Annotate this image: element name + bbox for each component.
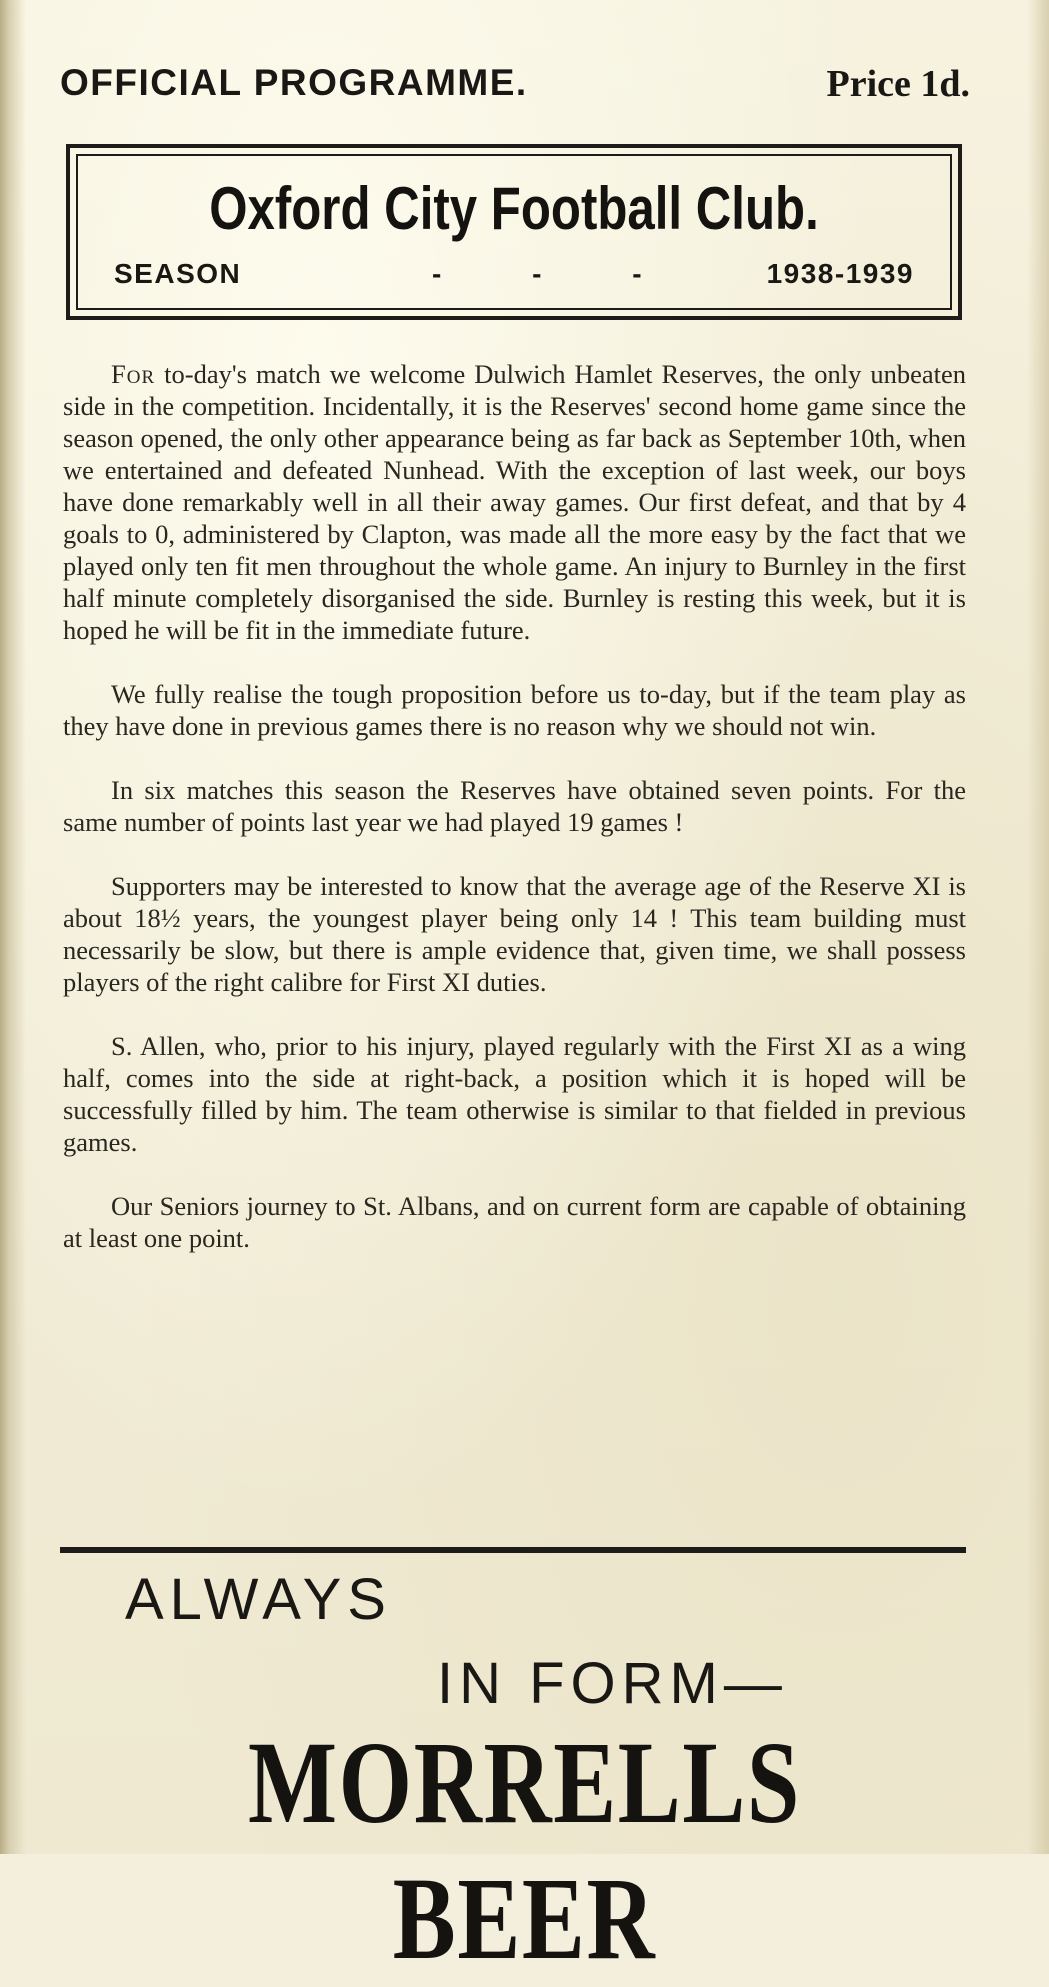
club-name: Oxford City Football Club.	[209, 175, 819, 242]
season-dashes: - - -	[432, 258, 644, 289]
advert-brand-morrells-beer: MORRELLS BEER	[247, 1717, 802, 1984]
programme-header	[60, 62, 970, 112]
article-paragraph-1	[63, 358, 966, 646]
advert-line-in-form: IN FORM—	[437, 1651, 788, 1716]
article-paragraph-3: In six matches this season the Reserves have obtained seven points. For the same number of points last year we had played 19 games !	[63, 775, 966, 837]
club-title-box	[66, 144, 962, 320]
programme-price: Price 1d.	[826, 63, 970, 105]
article-paragraph-2: We fully realise the tough proposition before us to-day, but if the team play as they have done in previous games there is no reason why we should not win.	[63, 679, 966, 741]
season-row	[114, 258, 914, 294]
article-paragraph-6: Our Seniors journey to St. Albans, and on current form are capable of obtaining at least one point.	[63, 1191, 966, 1253]
advert-line-always: ALWAYS	[125, 1567, 392, 1632]
page-edge-left	[0, 0, 26, 1854]
season-label: SEASON	[114, 258, 242, 289]
article-paragraph-1-lead: For	[111, 359, 156, 389]
season-years: 1938-1939	[766, 258, 914, 289]
article-paragraph-5: S. Allen, who, prior to his injury, played regularly with the First XI as a wing half, comes into the side at right-back, a position which it is hoped will be successfully filled by him. The team otherwise is similar to that fielded in previous games.	[63, 1031, 966, 1157]
page-edge-right	[1027, 0, 1049, 1854]
article-paragraph-4: Supporters may be interested to know that the average age of the Reserve XI is about 18½ years, the youngest player being only 14 ! This team building must necessarily be slow, but there is ample evidence that, given time, we shall possess players of the right calibre for First XI duties.	[63, 871, 966, 997]
advert-divider-rule	[60, 1547, 966, 1553]
article-body	[63, 358, 966, 1286]
article-paragraph-1-text: to-day's match we welcome Dulwich Hamlet Reserves, the only unbeaten side in the competition. Incidentally, it is the Reserves' second home game since the season opened, the only other appearance being as far back as September 10th, when we entertained and defeated Nunhead. With the exception of last week, our boys have done remarkably well in all their away games. Our first defeat, and that by 4 goals to 0, administered by Clapton, was made all the more easy by the fact that we played only ten fit men throughout the whole game. An injury to Burnley in the first half minute completely disorganised the side. Burnley is resting this week, but it is hoped he will be fit in the immediate future.	[63, 359, 966, 645]
programme-title: OFFICIAL PROGRAMME.	[60, 62, 528, 103]
